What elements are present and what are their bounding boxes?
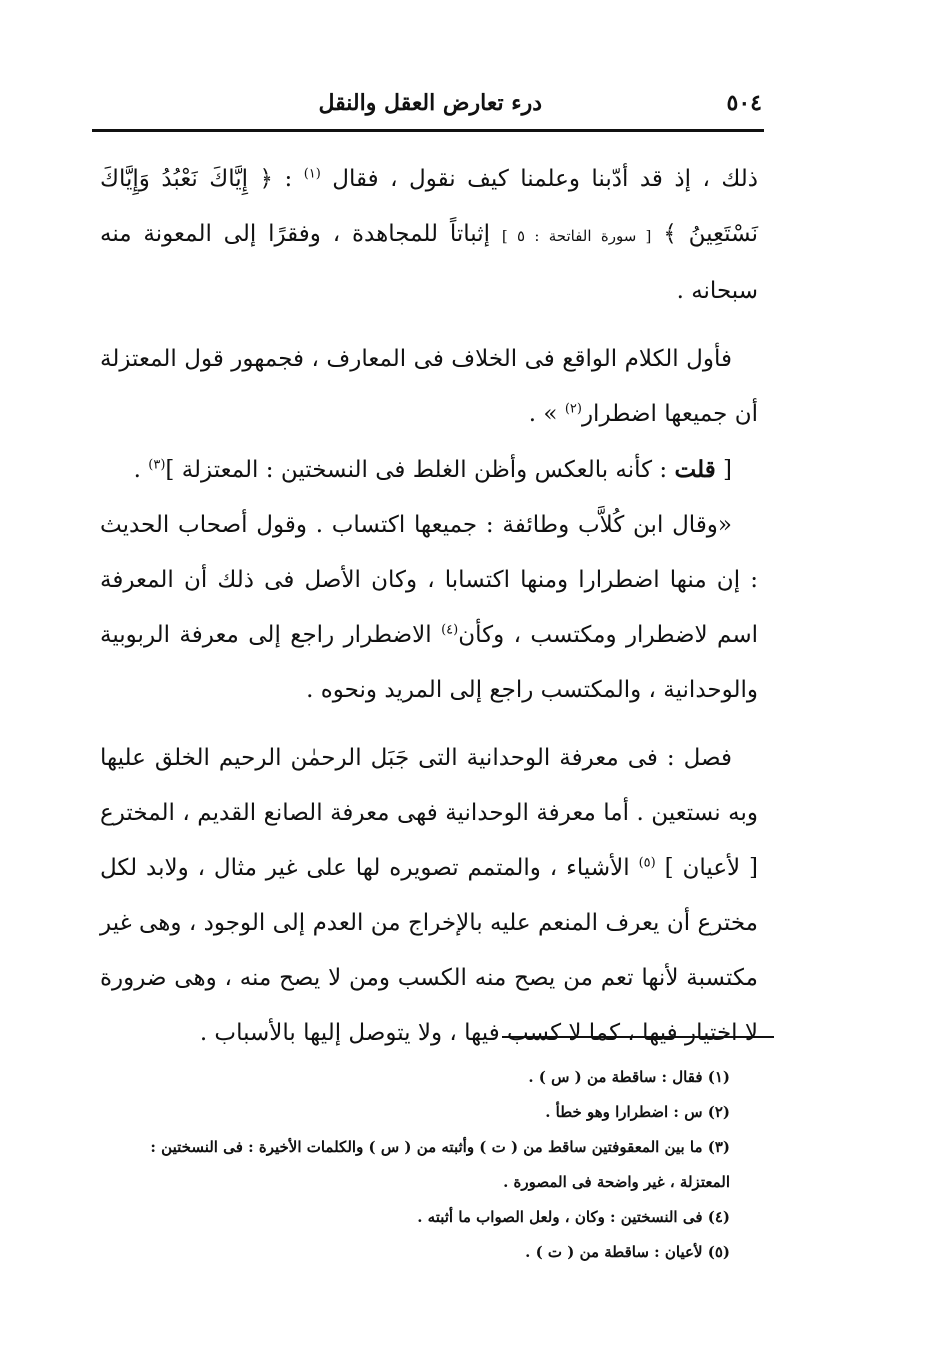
footnote-marker-2: (٢) xyxy=(564,401,582,417)
p3-text-b: . xyxy=(133,457,141,483)
p2-text-b: » . xyxy=(528,401,558,427)
footnote-rule xyxy=(502,1036,774,1038)
p4-text-b: الاضطرار راجع إلى معرفة الربوبية والوحدانية ، والمكتسب راجع إلى المريد ونحوه . xyxy=(100,622,758,703)
running-title: درء تعارض العقل والنقل xyxy=(318,90,542,116)
paragraph-5 xyxy=(100,731,758,1061)
p1-text-a: ذلك ، إذ قد أدّبنا وعلمنا كيف نقول ، فقال xyxy=(332,166,759,192)
footnote-3: (٣) ما بين المعقوفتين ساقط من ( ت ) وأثبته من ( س ) والكلمات الأخيرة : فى النسختين : المعتزلة ، غير واضحة فى المصورة . xyxy=(150,1138,730,1191)
qultu-label: قلت xyxy=(674,456,716,483)
p2-text-a: فأول الكلام الواقع فى الخلاف فى المعارف ، فجمهور قول المعتزلة أن جميعها اضطرار xyxy=(100,346,758,427)
p4-text-a: «وقال ابن كُلاَّب وطائفة : جميعها اكتساب . وقول أصحاب الحديث : إن منها اضطرارا ومنها اكتسابا ، وكان الأصل فى ذلك أن المعرفة اسم لاضطرار ومكتسب ، وكأن xyxy=(100,512,759,648)
footnote-1: (١) فقال : ساقطة من ( س ) . xyxy=(528,1068,730,1086)
footnote-marker-4: (٤) xyxy=(441,622,459,638)
paragraph-2 xyxy=(100,332,758,442)
surah-reference: [ سورة الفاتحة : ٥ ] xyxy=(501,227,652,245)
footnotes xyxy=(96,1060,760,1270)
p5-text-b: الأشياء ، والمتمم تصويره لها على غير مثال ، ولابد لكل مخترع أن يعرف المنعم عليه بالإخراج من العدم إلى الوجود ، وهى غير مكتسبة لأنها تعم من يصح منه الكسب ومن لا يصح منه ، وهى ضرورة لا اختيار فيها ، كما لا كسب فيها ، ولا يتوصل إليها بالأسباب . xyxy=(100,855,758,1046)
page-header xyxy=(92,86,762,126)
page-number: ٥٠٤ xyxy=(726,90,762,116)
paragraph-1 xyxy=(100,152,758,319)
paragraph-3 xyxy=(100,442,758,498)
footnote-4: (٤) فى النسختين : وكان ، ولعل الصواب ما أثبته . xyxy=(417,1208,730,1226)
footnote-marker-3: (٣) xyxy=(148,457,166,473)
p3-text-a: : كأنه بالعكس وأظن الغلط فى النسختين : المعتزلة ] xyxy=(165,457,668,483)
p3-open-bracket: [ xyxy=(723,457,732,483)
footnote-marker-1: (١) xyxy=(303,166,321,182)
quran-quote: : ﴿ إِيَّاكَ نَعْبُدُ وَإِيَّاكَ نَسْتَعِينُ ﴾ xyxy=(100,166,758,247)
p5-text-a: فصل : فى معرفة الوحدانية التى جَبَل الرحمٰن الرحيم الخلق عليها وبه نستعين . أما معرفة الوحدانية فهى معرفة الصانع القديم ، المخترع [ لأعيان ] xyxy=(100,745,759,881)
paragraph-4 xyxy=(100,498,758,718)
p1-text-c: إثباتاً للمجاهدة ، وفقرًا إلى المعونة منه سبحانه . xyxy=(100,221,758,304)
header-rule xyxy=(92,129,764,132)
main-text xyxy=(100,152,758,1061)
footnote-2: (٢) س : اضطرارا وهو خطأ . xyxy=(545,1103,730,1121)
footnote-marker-5: (٥) xyxy=(638,855,656,871)
footnote-5: (٥) لأعيان : ساقطة من ( ت ) . xyxy=(525,1243,730,1261)
